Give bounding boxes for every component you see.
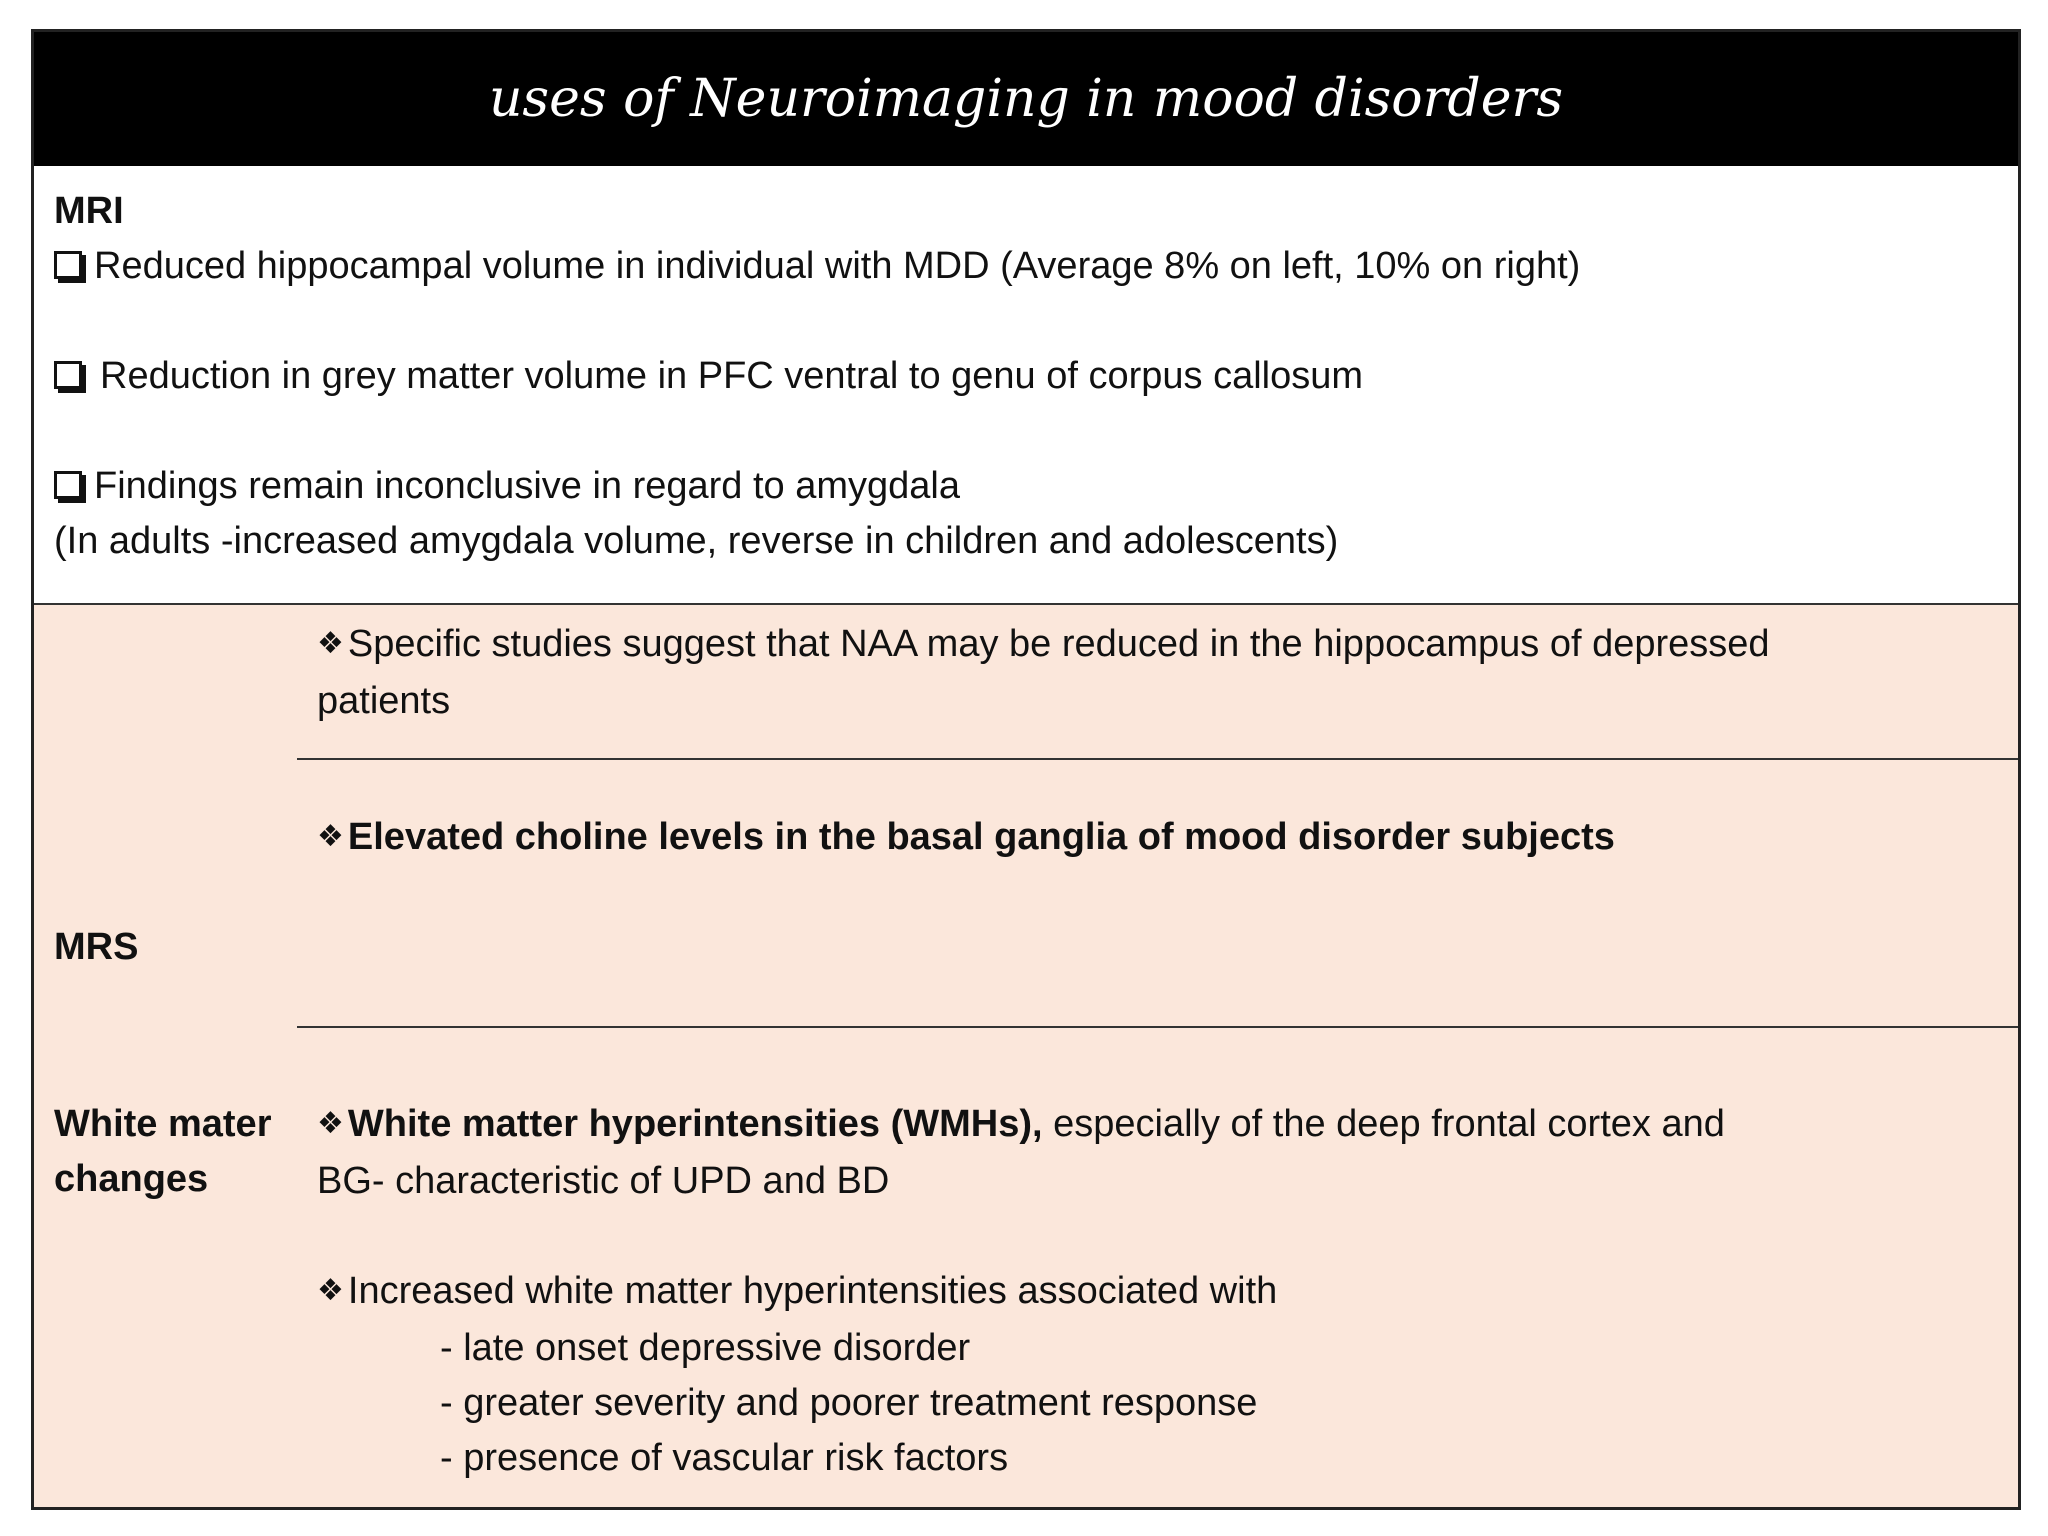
mri-item-hippocampal [54, 239, 2018, 294]
wmh-association-item: - late onset depressive disorder [440, 1327, 971, 1369]
mri-item-text: Reduction in grey matter volume in PFC ventral to genu of corpus callosum [100, 355, 1364, 397]
mrs-finding-naa-text: Specific studies suggest that NAA may be reduced in the hippocampus of depressed [347, 623, 1770, 665]
white-matter-label-line1: White mater [54, 1103, 272, 1145]
white-matter-findings [297, 1028, 2018, 1507]
mri-item-text: Reduced hippocampal volume in individual with MDD (Average 8% on left, 10% on right) [94, 245, 1581, 287]
four-diamond-bullet-icon: ❖ [317, 819, 344, 854]
mrs-finding-choline [297, 760, 2018, 1028]
wmh-association [317, 1264, 2018, 1321]
square-bullet-icon [54, 251, 82, 279]
mri-item-grey-matter [54, 349, 2018, 404]
slide-title: uses of Neuroimaging in mood disorders [488, 69, 1564, 129]
mri-item-text: Findings remain inconclusive in regard to amygdala [94, 465, 961, 507]
square-bullet-icon [54, 361, 82, 389]
wmh-finding-line2: BG- characteristic of UPD and BD [317, 1160, 890, 1202]
four-diamond-bullet-icon: ❖ [317, 1106, 344, 1141]
mri-heading: MRI [54, 190, 124, 232]
wmh-finding-bold: White matter hyperintensities (WMHs), [347, 1103, 1043, 1145]
wmh-association-item: - greater severity and poorer treatment response [440, 1382, 1258, 1424]
mrs-finding-choline-text: Elevated choline levels in the basal ganglia of mood disorder subjects [347, 816, 1615, 858]
mrs-label: MRS [54, 926, 139, 968]
mri-item-amygdala [54, 459, 2018, 514]
lower-table-section [34, 605, 2018, 1507]
four-diamond-bullet-icon: ❖ [317, 1273, 344, 1308]
four-diamond-bullet-icon: ❖ [317, 626, 344, 661]
slide-title-bar [34, 32, 2018, 166]
slide-frame [31, 29, 2021, 1510]
mrs-finding-naa-line2: patients [317, 680, 451, 722]
wmh-association-item: - presence of vascular risk factors [440, 1437, 1009, 1479]
white-matter-label [54, 1097, 271, 1207]
wmh-finding-rest: especially of the deep frontal cortex and [1042, 1103, 1725, 1145]
wmh-association-intro: Increased white matter hyperintensities associated with [347, 1270, 1278, 1312]
mrs-finding-naa [297, 605, 2018, 760]
wmh-finding [317, 1097, 2018, 1154]
mri-section [34, 166, 2018, 605]
mri-item-amygdala-note: (In adults -increased amygdala volume, reverse in children and adolescents) [54, 520, 1339, 562]
white-matter-label-line2: changes [54, 1158, 209, 1200]
square-bullet-icon [54, 471, 82, 499]
